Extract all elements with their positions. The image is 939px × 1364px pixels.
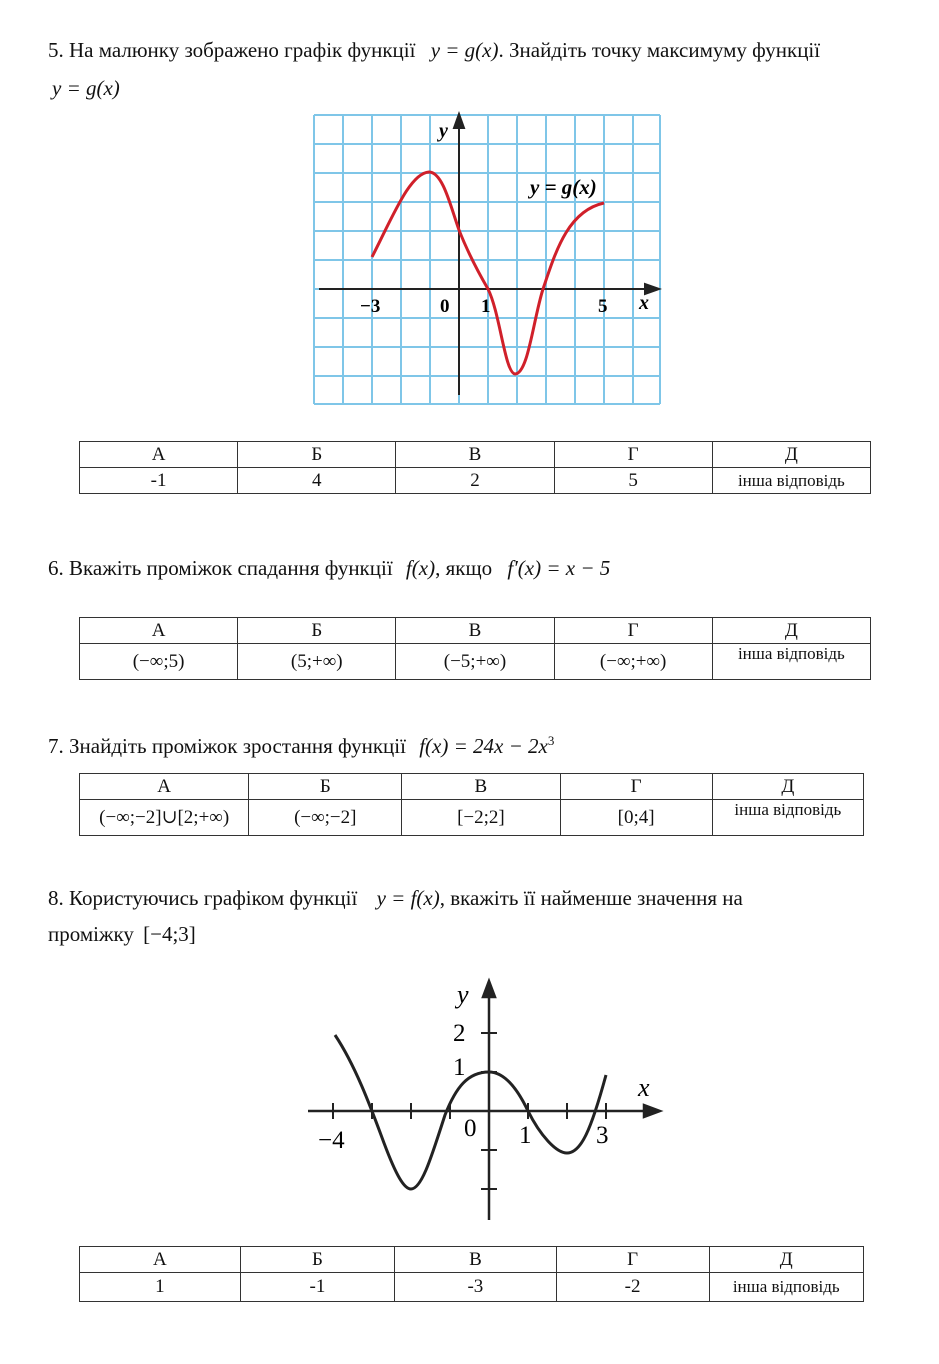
q5-x-axis-label: x (639, 292, 649, 314)
q5-tick-label: 0 (440, 296, 450, 317)
q6-statement-cont: , якщо (435, 556, 493, 580)
q5-answer-e: інша відповідь (712, 468, 870, 494)
table-row (80, 618, 871, 644)
q8-tick-label: 1 (519, 1122, 532, 1149)
q6-answer-table (79, 617, 871, 680)
q8-tick-label: 0 (464, 1115, 477, 1142)
q7-header-b: Б (249, 774, 402, 800)
q7-header-c: В (402, 774, 560, 800)
q8-header-c: В (395, 1247, 557, 1273)
q5-header-a: А (80, 442, 238, 468)
q8-y-axis-label: y (457, 980, 469, 1009)
table-row (80, 442, 871, 468)
q8-answer-d: -2 (556, 1273, 709, 1302)
q7-answer-d: [0;4] (560, 800, 712, 836)
q5-header-e: Д (712, 442, 870, 468)
q8-answer-b: -1 (240, 1273, 394, 1302)
table-row (80, 1247, 864, 1273)
q6-answer-e: інша відповідь (712, 644, 870, 680)
q5-header-d: Г (554, 442, 712, 468)
q8-formula: y = f(x) (376, 886, 440, 910)
q5-statement: 5. На малюнку зображено графік функції (48, 38, 416, 62)
table-row (80, 644, 871, 680)
q7-answer-b: (−∞;−2] (249, 800, 402, 836)
q8-header-a: А (80, 1247, 241, 1273)
q7-header-e: Д (712, 774, 863, 800)
q7-header-d: Г (560, 774, 712, 800)
q7-header-a: А (80, 774, 249, 800)
q6-text (48, 552, 610, 584)
q8-header-d: Г (556, 1247, 709, 1273)
q8-interval: [−4;3] (143, 922, 196, 946)
q7-exponent: 3 (547, 733, 555, 748)
q7-formula: f(x) = 24x − 2x (419, 734, 548, 758)
q5-formula-line2: y = g(x) (52, 76, 120, 100)
q6-header-d: Г (554, 618, 712, 644)
q5-y-axis-label: y (439, 120, 448, 142)
table-row (80, 800, 864, 836)
q8-tick-label: 2 (453, 1020, 466, 1047)
q8-graph (300, 975, 670, 1225)
q8-tick-label: 3 (596, 1122, 609, 1149)
q8-answer-table (79, 1246, 864, 1302)
q7-answer-a: (−∞;−2]∪[2;+∞) (80, 800, 249, 836)
q8-header-e: Д (709, 1247, 863, 1273)
q5-tick-label: 5 (598, 296, 608, 317)
table-row (80, 1273, 864, 1302)
q8-statement-end: проміжку (48, 922, 134, 946)
q5-statement-cont: . Знайдіть точку максимуму функції (498, 38, 821, 62)
q6-formula: f(x) (405, 556, 436, 580)
q8-axes (308, 981, 660, 1220)
q6-header-c: В (396, 618, 554, 644)
q7-answer-e: інша відповідь (712, 800, 863, 836)
q8-text-line2 (48, 918, 196, 950)
q7-answer-table (79, 773, 864, 836)
q5-answer-c: 2 (396, 468, 554, 494)
q7-answer-c: [−2;2] (402, 800, 560, 836)
q6-derivative: f′(x) = x − 5 (507, 556, 611, 580)
q5-tick-label: 1 (481, 296, 491, 317)
q5-formula: y = g(x) (430, 38, 499, 62)
q6-header-e: Д (712, 618, 870, 644)
q8-answer-e: інша відповідь (709, 1273, 863, 1302)
q8-text (48, 882, 932, 914)
q6-statement: 6. Вкажіть проміжок спадання функції (48, 556, 393, 580)
q8-x-axis-label: x (638, 1073, 650, 1102)
q5-curve-label: y = g(x) (530, 175, 597, 199)
q8-statement: 8. Користуючись графіком функції (48, 886, 358, 910)
q8-tick-label: 1 (453, 1054, 466, 1081)
q5-answer-table (79, 441, 871, 494)
q5-graph (305, 108, 667, 410)
q8-header-b: Б (240, 1247, 394, 1273)
table-row (80, 468, 871, 494)
q5-header-c: В (396, 442, 554, 468)
q5-answer-b: 4 (238, 468, 396, 494)
q6-answer-d: (−∞;+∞) (554, 644, 712, 680)
q8-answer-c: -3 (395, 1273, 557, 1302)
q6-answer-c: (−5;+∞) (396, 644, 554, 680)
q5-grid (314, 115, 660, 404)
q5-tick-label: −3 (360, 296, 381, 317)
q5-text (48, 34, 820, 66)
q5-answer-d: 5 (554, 468, 712, 494)
q5-header-b: Б (238, 442, 396, 468)
q7-statement: 7. Знайдіть проміжок зростання функції (48, 734, 406, 758)
q8-tick-label: −4 (318, 1127, 345, 1154)
q5-answer-a: -1 (80, 468, 238, 494)
q6-header-a: А (80, 618, 238, 644)
q8-answer-a: 1 (80, 1273, 241, 1302)
q6-answer-a: (−∞;5) (80, 644, 238, 680)
table-row (80, 774, 864, 800)
q6-header-b: Б (238, 618, 396, 644)
q6-answer-b: (5;+∞) (238, 644, 396, 680)
q7-text (48, 725, 554, 762)
q8-statement-cont: , вкажіть її найменше значення на (439, 886, 743, 910)
